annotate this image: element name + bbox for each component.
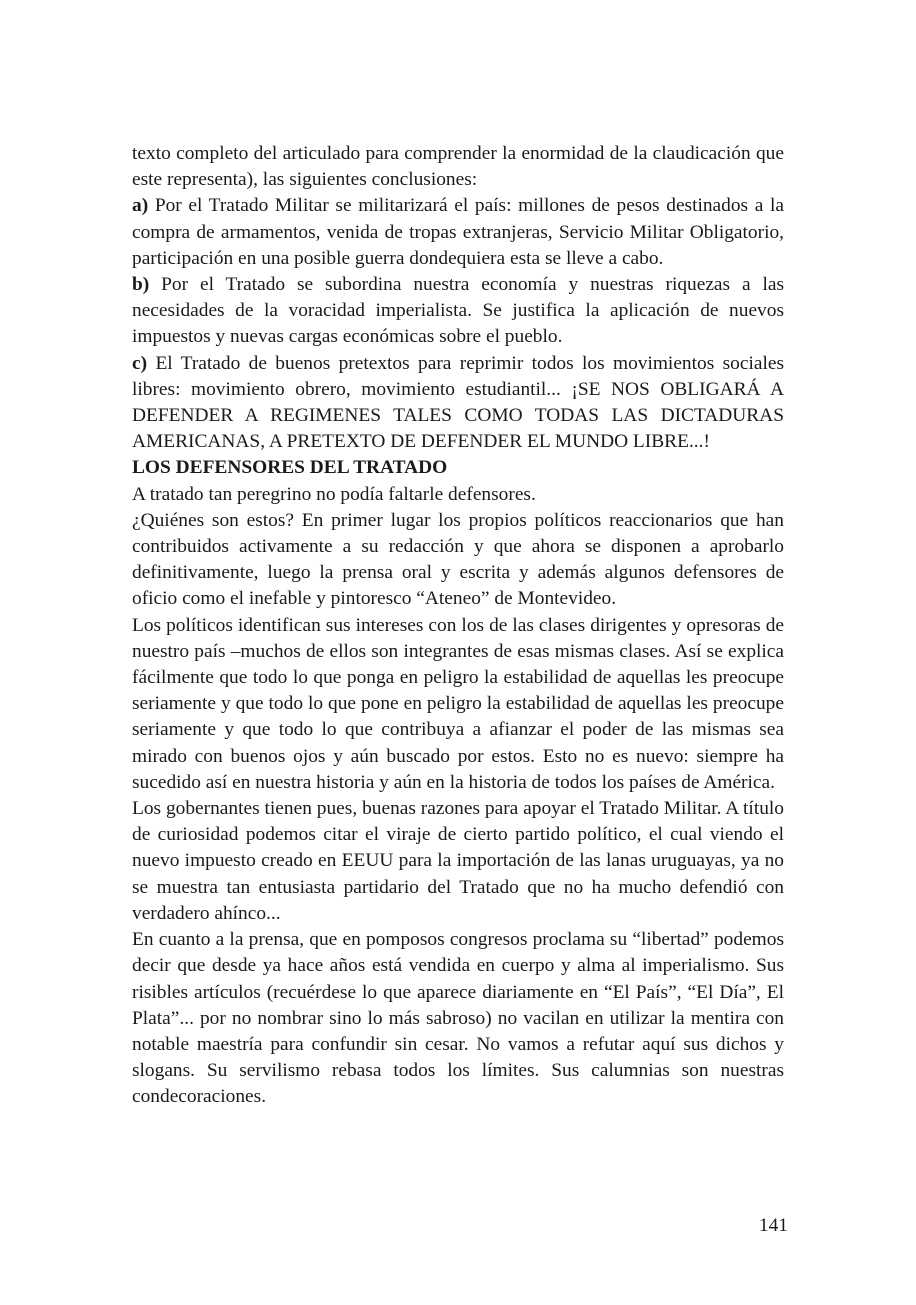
paragraph: A tratado tan peregrino no podía faltarle defensores. xyxy=(132,483,536,505)
conclusion-a xyxy=(132,193,784,272)
paragraph: Los políticos identifican sus intereses con los de las clases dirigentes y opresoras de nuestro país –muchos de ellos son integrantes de esas mismas clases. Así se explica fácilmente que todo lo que ponga en peligro la estabilidad de aquellas les preocupe seriamente y que todo lo que pone en peligro la estabilidad de aquellas les preocupe seriamente y que todo lo que contribuya a afianzar el poder de las mismas sea mirado con buenos ojos y aún buscado por estos. Esto no es nuevo: siempre ha sucedido así en nuestra historia y aún en la historia de todos los países de América. xyxy=(132,614,784,793)
paragraph: Los gobernantes tienen pues, buenas razones para apoyar el Tratado Militar. A título de curiosidad podemos citar el viraje de cierto partido político, el cual viendo el nuevo impuesto creado en EEUU para la importación de las lanas uruguayas, ya no se muestra tan entusiasta partidario del Tratado que no ha mucho defendió con verdadero ahínco... xyxy=(132,798,784,924)
conclusion-label: c) xyxy=(132,352,148,374)
paragraph: ¿Quiénes son estos? En primer lugar los propios políticos reaccionarios que han contribuidos activamente a su redacción y que ahora se disponen a aprobarlo definitivamente, luego la prensa oral y escrita y además algunos defensores de oficio como el inefable y pintoresco “Ateneo” de Montevideo. xyxy=(132,509,784,610)
paragraph-intro: texto completo del articulado para comprender la enormidad de la claudicación que este representa), las siguientes conclusiones: xyxy=(132,143,784,191)
conclusion-label: b) xyxy=(132,274,150,296)
conclusion-text: Por el Tratado se subordina nuestra economía y nuestras riquezas a las necesidades de la voracidad imperialista. Se justifica la aplicación de nuevos impuestos y nuevas cargas económicas sobre el pueblo. xyxy=(132,274,784,348)
conclusion-b xyxy=(132,272,784,351)
conclusion-text: Por el Tratado Militar se militarizará el país: millones de pesos destinados a la compra de armamentos, venida de tropas extranjeras, Servicio Militar Obligatorio, participación en una posible guerra dondequiera esta se lleve a cabo. xyxy=(132,195,784,269)
conclusion-c xyxy=(132,351,784,456)
paragraph: En cuanto a la prensa, que en pomposos congresos proclama su “libertad” podemos decir que desde ya hace años está vendida en cuerpo y alma al imperialismo. Sus risibles artículos (recuérdese lo que aparece diariamente en “El País”, “El Día”, El Plata”... por no nombrar sino lo más sabroso) no vacilan en utilizar la mentira con notable maestría para confundir sin cesar. No vamos a refutar aquí sus dichos y slogans. Su servilismo rebasa todos los límites. Sus calumnias son nuestras condecoraciones. xyxy=(132,929,784,1108)
conclusion-text: El Tratado de buenos pretextos para reprimir todos los movimientos sociales libres: movimiento obrero, movimiento estudiantil... ¡SE NOS OBLIGARÁ A DEFENDER A REGIMENES TALES COMO TODAS LAS DICTADURAS AMERICANAS, A PRETEXTO DE DEFENDER EL MUNDO LIBRE...! xyxy=(132,352,784,453)
page-number: 141 xyxy=(758,1215,788,1236)
body-text xyxy=(132,141,784,1111)
section-heading: LOS DEFENSORES DEL TRATADO xyxy=(132,457,448,479)
conclusion-label: a) xyxy=(132,195,149,217)
